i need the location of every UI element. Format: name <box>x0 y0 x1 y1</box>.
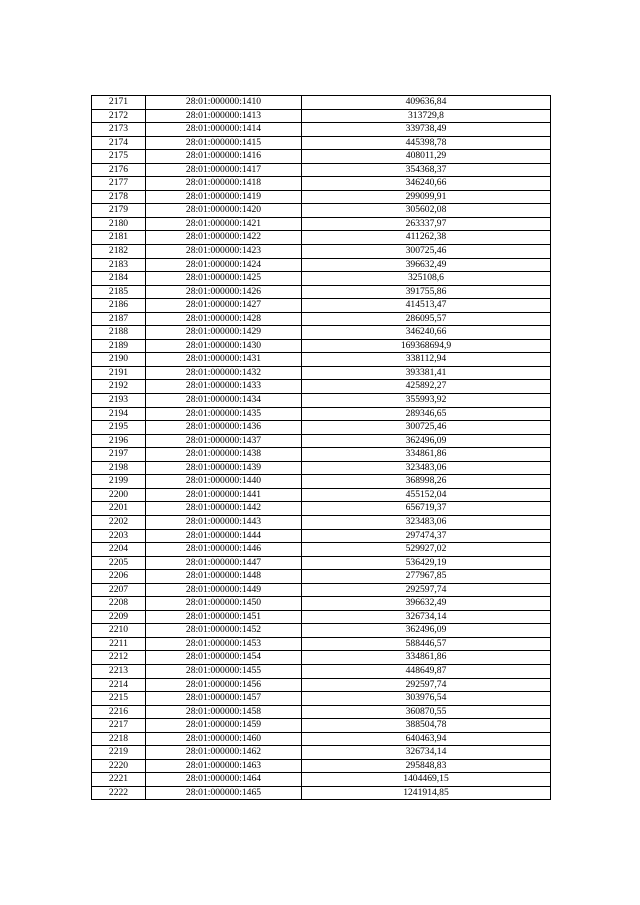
row-number-cell: 2193 <box>92 394 146 408</box>
cadastral-value-cell: 292597,74 <box>302 583 551 597</box>
cadastral-value-cell: 396632,49 <box>302 597 551 611</box>
row-number-cell: 2192 <box>92 380 146 394</box>
cadastral-value-cell: 338112,94 <box>302 353 551 367</box>
cadastral-number-cell: 28:01:000000:1460 <box>146 732 302 746</box>
row-number-cell: 2209 <box>92 610 146 624</box>
cadastral-number-cell: 28:01:000000:1424 <box>146 258 302 272</box>
cadastral-number-cell: 28:01:000000:1442 <box>146 502 302 516</box>
cadastral-number-cell: 28:01:000000:1446 <box>146 543 302 557</box>
cadastral-value-cell: 300725,46 <box>302 245 551 259</box>
cadastral-number-cell: 28:01:000000:1416 <box>146 150 302 164</box>
row-number-cell: 2194 <box>92 407 146 421</box>
table-row <box>92 434 551 448</box>
cadastral-value-cell: 313729,8 <box>302 109 551 123</box>
cadastral-value-cell: 326734,14 <box>302 610 551 624</box>
row-number-cell: 2207 <box>92 583 146 597</box>
table-row <box>92 597 551 611</box>
cadastral-number-cell: 28:01:000000:1426 <box>146 285 302 299</box>
cadastral-value-cell: 391755,86 <box>302 285 551 299</box>
table-row <box>92 773 551 787</box>
cadastral-number-cell: 28:01:000000:1444 <box>146 529 302 543</box>
table-row <box>92 678 551 692</box>
row-number-cell: 2174 <box>92 136 146 150</box>
row-number-cell: 2217 <box>92 719 146 733</box>
cadastral-value-cell: 368998,26 <box>302 475 551 489</box>
table-row <box>92 312 551 326</box>
table-row <box>92 624 551 638</box>
cadastral-number-cell: 28:01:000000:1459 <box>146 719 302 733</box>
table-row <box>92 746 551 760</box>
cadastral-value-cell: 263337,97 <box>302 217 551 231</box>
cadastral-number-cell: 28:01:000000:1465 <box>146 786 302 800</box>
table-row <box>92 732 551 746</box>
row-number-cell: 2204 <box>92 543 146 557</box>
cadastral-value-cell: 640463,94 <box>302 732 551 746</box>
cadastral-value-cell: 388504,78 <box>302 719 551 733</box>
table-row <box>92 163 551 177</box>
table-row <box>92 759 551 773</box>
table-row <box>92 502 551 516</box>
cadastral-number-cell: 28:01:000000:1418 <box>146 177 302 191</box>
cadastral-number-cell: 28:01:000000:1458 <box>146 705 302 719</box>
cadastral-value-cell: 354368,37 <box>302 163 551 177</box>
row-number-cell: 2196 <box>92 434 146 448</box>
cadastral-value-cell: 393381,41 <box>302 366 551 380</box>
table-row <box>92 488 551 502</box>
cadastral-number-cell: 28:01:000000:1441 <box>146 488 302 502</box>
table-row <box>92 421 551 435</box>
table-row <box>92 217 551 231</box>
cadastral-number-cell: 28:01:000000:1434 <box>146 394 302 408</box>
table-row <box>92 461 551 475</box>
cadastral-value-cell: 1241914,85 <box>302 786 551 800</box>
cadastral-number-cell: 28:01:000000:1433 <box>146 380 302 394</box>
cadastral-number-cell: 28:01:000000:1430 <box>146 339 302 353</box>
table-row <box>92 123 551 137</box>
cadastral-number-cell: 28:01:000000:1438 <box>146 448 302 462</box>
cadastral-value-cell: 408011,29 <box>302 150 551 164</box>
cadastral-value-cell: 286095,57 <box>302 312 551 326</box>
row-number-cell: 2212 <box>92 651 146 665</box>
table-row <box>92 380 551 394</box>
cadastral-value-cell: 277967,85 <box>302 570 551 584</box>
cadastral-value-cell: 362496,09 <box>302 624 551 638</box>
cadastral-number-cell: 28:01:000000:1454 <box>146 651 302 665</box>
cadastral-number-cell: 28:01:000000:1462 <box>146 746 302 760</box>
cadastral-value-cell: 346240,66 <box>302 326 551 340</box>
row-number-cell: 2185 <box>92 285 146 299</box>
cadastral-number-cell: 28:01:000000:1447 <box>146 556 302 570</box>
cadastral-number-cell: 28:01:000000:1437 <box>146 434 302 448</box>
cadastral-value-cell: 325108,6 <box>302 272 551 286</box>
cadastral-value-cell: 295848,83 <box>302 759 551 773</box>
cadastral-value-cell: 339738,49 <box>302 123 551 137</box>
cadastral-value-cell: 455152,04 <box>302 488 551 502</box>
cadastral-number-cell: 28:01:000000:1415 <box>146 136 302 150</box>
cadastral-value-cell: 299099,91 <box>302 190 551 204</box>
cadastral-value-cell: 536429,19 <box>302 556 551 570</box>
row-number-cell: 2220 <box>92 759 146 773</box>
cadastral-value-cell: 292597,74 <box>302 678 551 692</box>
table-row <box>92 543 551 557</box>
table-row <box>92 204 551 218</box>
cadastral-value-cell: 588446,57 <box>302 637 551 651</box>
cadastral-number-cell: 28:01:000000:1417 <box>146 163 302 177</box>
cadastral-number-cell: 28:01:000000:1429 <box>146 326 302 340</box>
row-number-cell: 2191 <box>92 366 146 380</box>
cadastral-number-cell: 28:01:000000:1425 <box>146 272 302 286</box>
row-number-cell: 2183 <box>92 258 146 272</box>
cadastral-number-cell: 28:01:000000:1419 <box>146 190 302 204</box>
cadastral-number-cell: 28:01:000000:1453 <box>146 637 302 651</box>
row-number-cell: 2221 <box>92 773 146 787</box>
table-row <box>92 177 551 191</box>
cadastral-value-cell: 334861,86 <box>302 651 551 665</box>
cadastral-number-cell: 28:01:000000:1463 <box>146 759 302 773</box>
cadastral-value-cell: 334861,86 <box>302 448 551 462</box>
cadastral-number-cell: 28:01:000000:1457 <box>146 692 302 706</box>
row-number-cell: 2198 <box>92 461 146 475</box>
cadastral-value-cell: 396632,49 <box>302 258 551 272</box>
row-number-cell: 2216 <box>92 705 146 719</box>
table-row <box>92 475 551 489</box>
cadastral-number-cell: 28:01:000000:1455 <box>146 664 302 678</box>
cadastral-number-cell: 28:01:000000:1440 <box>146 475 302 489</box>
row-number-cell: 2195 <box>92 421 146 435</box>
row-number-cell: 2208 <box>92 597 146 611</box>
row-number-cell: 2200 <box>92 488 146 502</box>
table-row <box>92 326 551 340</box>
cadastral-number-cell: 28:01:000000:1427 <box>146 299 302 313</box>
cadastral-number-cell: 28:01:000000:1410 <box>146 96 302 110</box>
cadastral-number-cell: 28:01:000000:1449 <box>146 583 302 597</box>
cadastral-number-cell: 28:01:000000:1450 <box>146 597 302 611</box>
cadastral-value-cell: 409636,84 <box>302 96 551 110</box>
table-row <box>92 339 551 353</box>
cadastral-number-cell: 28:01:000000:1420 <box>146 204 302 218</box>
row-number-cell: 2172 <box>92 109 146 123</box>
cadastral-value-cell: 326734,14 <box>302 746 551 760</box>
table-row <box>92 448 551 462</box>
table-row <box>92 719 551 733</box>
cadastral-value-cell: 425892,27 <box>302 380 551 394</box>
table-row <box>92 556 551 570</box>
row-number-cell: 2182 <box>92 245 146 259</box>
row-number-cell: 2197 <box>92 448 146 462</box>
cadastral-value-cell: 414513,47 <box>302 299 551 313</box>
row-number-cell: 2175 <box>92 150 146 164</box>
cadastral-value-cell: 323483,06 <box>302 515 551 529</box>
table-row <box>92 394 551 408</box>
cadastral-number-cell: 28:01:000000:1435 <box>146 407 302 421</box>
row-number-cell: 2181 <box>92 231 146 245</box>
row-number-cell: 2171 <box>92 96 146 110</box>
cadastral-number-cell: 28:01:000000:1436 <box>146 421 302 435</box>
cadastral-value-cell: 305602,08 <box>302 204 551 218</box>
row-number-cell: 2190 <box>92 353 146 367</box>
row-number-cell: 2173 <box>92 123 146 137</box>
cadastral-number-cell: 28:01:000000:1464 <box>146 773 302 787</box>
row-number-cell: 2176 <box>92 163 146 177</box>
row-number-cell: 2184 <box>92 272 146 286</box>
row-number-cell: 2189 <box>92 339 146 353</box>
row-number-cell: 2215 <box>92 692 146 706</box>
row-number-cell: 2177 <box>92 177 146 191</box>
table-row <box>92 366 551 380</box>
cadastral-number-cell: 28:01:000000:1451 <box>146 610 302 624</box>
cadastral-value-cell: 346240,66 <box>302 177 551 191</box>
table-row <box>92 231 551 245</box>
row-number-cell: 2210 <box>92 624 146 638</box>
cadastral-value-cell: 411262,38 <box>302 231 551 245</box>
table-row <box>92 692 551 706</box>
table-row <box>92 299 551 313</box>
cadastral-value-cell: 289346,65 <box>302 407 551 421</box>
row-number-cell: 2219 <box>92 746 146 760</box>
row-number-cell: 2222 <box>92 786 146 800</box>
cadastral-number-cell: 28:01:000000:1428 <box>146 312 302 326</box>
cadastral-value-table <box>91 95 551 800</box>
cadastral-number-cell: 28:01:000000:1439 <box>146 461 302 475</box>
table-row <box>92 515 551 529</box>
cadastral-number-cell: 28:01:000000:1432 <box>146 366 302 380</box>
table-row <box>92 407 551 421</box>
cadastral-value-cell: 362496,09 <box>302 434 551 448</box>
cadastral-value-cell: 297474,37 <box>302 529 551 543</box>
row-number-cell: 2218 <box>92 732 146 746</box>
table-row <box>92 136 551 150</box>
cadastral-number-cell: 28:01:000000:1456 <box>146 678 302 692</box>
table-row <box>92 150 551 164</box>
row-number-cell: 2179 <box>92 204 146 218</box>
cadastral-number-cell: 28:01:000000:1431 <box>146 353 302 367</box>
table-row <box>92 245 551 259</box>
cadastral-value-cell: 445398,78 <box>302 136 551 150</box>
table-row <box>92 109 551 123</box>
table-row <box>92 353 551 367</box>
row-number-cell: 2187 <box>92 312 146 326</box>
row-number-cell: 2213 <box>92 664 146 678</box>
table-row <box>92 705 551 719</box>
cadastral-value-cell: 169368694,9 <box>302 339 551 353</box>
cadastral-value-cell: 360870,55 <box>302 705 551 719</box>
table-row <box>92 529 551 543</box>
cadastral-number-cell: 28:01:000000:1448 <box>146 570 302 584</box>
cadastral-value-cell: 529927,02 <box>302 543 551 557</box>
row-number-cell: 2203 <box>92 529 146 543</box>
table-row <box>92 651 551 665</box>
table-row <box>92 583 551 597</box>
cadastral-number-cell: 28:01:000000:1414 <box>146 123 302 137</box>
table-body <box>92 96 551 800</box>
table-row <box>92 190 551 204</box>
cadastral-number-cell: 28:01:000000:1443 <box>146 515 302 529</box>
table-row <box>92 610 551 624</box>
cadastral-value-cell: 323483,06 <box>302 461 551 475</box>
cadastral-value-cell: 300725,46 <box>302 421 551 435</box>
row-number-cell: 2214 <box>92 678 146 692</box>
row-number-cell: 2211 <box>92 637 146 651</box>
table-row <box>92 570 551 584</box>
row-number-cell: 2199 <box>92 475 146 489</box>
table-row <box>92 285 551 299</box>
cadastral-number-cell: 28:01:000000:1413 <box>146 109 302 123</box>
row-number-cell: 2201 <box>92 502 146 516</box>
row-number-cell: 2188 <box>92 326 146 340</box>
table-row <box>92 786 551 800</box>
table-row <box>92 272 551 286</box>
table-row <box>92 637 551 651</box>
cadastral-number-cell: 28:01:000000:1423 <box>146 245 302 259</box>
cadastral-value-cell: 355993,92 <box>302 394 551 408</box>
row-number-cell: 2178 <box>92 190 146 204</box>
cadastral-value-cell: 303976,54 <box>302 692 551 706</box>
row-number-cell: 2186 <box>92 299 146 313</box>
table-row <box>92 258 551 272</box>
row-number-cell: 2206 <box>92 570 146 584</box>
cadastral-number-cell: 28:01:000000:1422 <box>146 231 302 245</box>
table-row <box>92 96 551 110</box>
table-row <box>92 664 551 678</box>
row-number-cell: 2202 <box>92 515 146 529</box>
row-number-cell: 2180 <box>92 217 146 231</box>
cadastral-value-cell: 1404469,15 <box>302 773 551 787</box>
row-number-cell: 2205 <box>92 556 146 570</box>
cadastral-number-cell: 28:01:000000:1421 <box>146 217 302 231</box>
cadastral-value-cell: 656719,37 <box>302 502 551 516</box>
cadastral-value-cell: 448649,87 <box>302 664 551 678</box>
cadastral-number-cell: 28:01:000000:1452 <box>146 624 302 638</box>
